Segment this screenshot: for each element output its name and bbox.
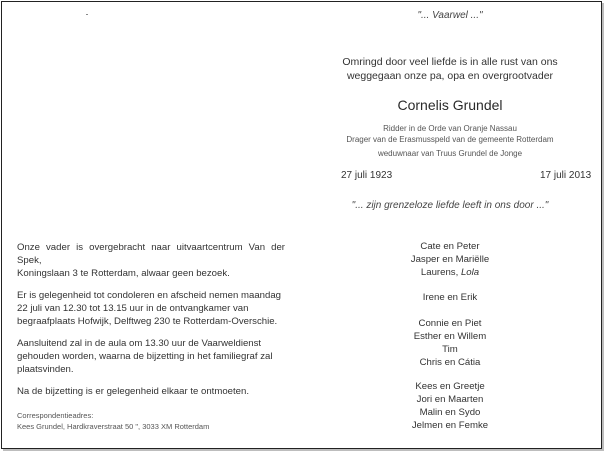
para1-line1: Onze vader is overgebracht naar uitvaartcentrum Van der Spek, xyxy=(17,242,285,266)
family-group-4 xyxy=(300,381,600,433)
speck-mark xyxy=(86,14,88,15)
family-group-2 xyxy=(300,292,600,305)
family-member: Jori en Maarten xyxy=(416,393,484,405)
notice-text xyxy=(17,241,285,398)
paragraph-2 xyxy=(17,289,285,328)
family-group-1 xyxy=(300,241,600,280)
deceased-name: Cornelis Grundel xyxy=(397,97,503,113)
family-member xyxy=(300,267,600,280)
family-member: Connie en Piet xyxy=(418,318,482,329)
motto-bottom: "... zijn grenzeloze liefde leeft in ons door ..." xyxy=(351,200,549,211)
intro-text xyxy=(300,55,600,83)
intro-line-2: weggegaan onze pa, opa en overgrootvader xyxy=(346,70,554,82)
paragraph-4: Na de bijzetting is er gelegenheid elkaar te ontmoeten. xyxy=(17,386,249,397)
birth-date: 27 juli 1923 xyxy=(341,170,393,181)
family-member-name: Laurens, xyxy=(420,266,459,278)
family-member: Kees en Greetje xyxy=(415,381,485,392)
para3-line1: Aansluitend zal in de aula om 13.30 uur de Vaarweldienst xyxy=(17,338,262,349)
correspondence-label: Correspondentieadres: xyxy=(17,411,94,420)
motto-top: "... Vaarwel ..." xyxy=(417,10,483,21)
correspondence-value: Kees Grundel, Hardkraverstraat 50 ", 3033 XM Rotterdam xyxy=(17,422,210,431)
family-member: Malin en Sydo xyxy=(419,406,481,418)
family-member: Cate en Peter xyxy=(420,241,480,252)
title-line-2: Drager van de Erasmusspeld van de gemeente Rotterdam xyxy=(346,135,554,144)
para1-line2: Koningslaan 3 te Rotterdam, alwaar geen bezoek. xyxy=(17,268,230,279)
para3-line3: plaatsvinden. xyxy=(17,364,74,375)
deceased-titles xyxy=(300,123,600,159)
para2-line2: 22 juli van 12.30 tot 13.15 uur in de ontvangkamer van xyxy=(17,303,249,314)
correspondence-address xyxy=(17,410,209,432)
family-member: Jelmen en Femke xyxy=(411,419,489,431)
death-date: 17 juli 2013 xyxy=(540,170,592,181)
title-line-1: Ridder in de Orde van Oranje Nassau xyxy=(383,124,517,133)
family-member: Jasper en Mariëlle xyxy=(410,253,490,265)
para3-line2: gehouden worden, waarna de bijzetting in het familiegraf zal xyxy=(17,351,273,362)
para2-line1: Er is gelegenheid tot condoleren en afscheid nemen maandag xyxy=(17,290,282,301)
family-member-partner: Lola xyxy=(460,266,480,278)
title-line-3: weduwnaar van Truus Grundel de Jonge xyxy=(377,149,523,158)
family-group-3 xyxy=(300,318,600,370)
paragraph-3 xyxy=(17,337,285,376)
family-member: Esther en Willem xyxy=(413,330,487,342)
intro-line-1: Omringd door veel liefde is in alle rust van ons xyxy=(342,56,558,68)
paragraph-1 xyxy=(17,241,285,280)
family-member: Chris en Cátia xyxy=(419,356,481,368)
family-member: Irene en Erik xyxy=(422,292,478,303)
para2-line3: begraafplaats Hofwijk, Delftweg 230 te Rotterdam-Overschie. xyxy=(17,316,278,327)
family-member: Tim xyxy=(442,343,458,355)
